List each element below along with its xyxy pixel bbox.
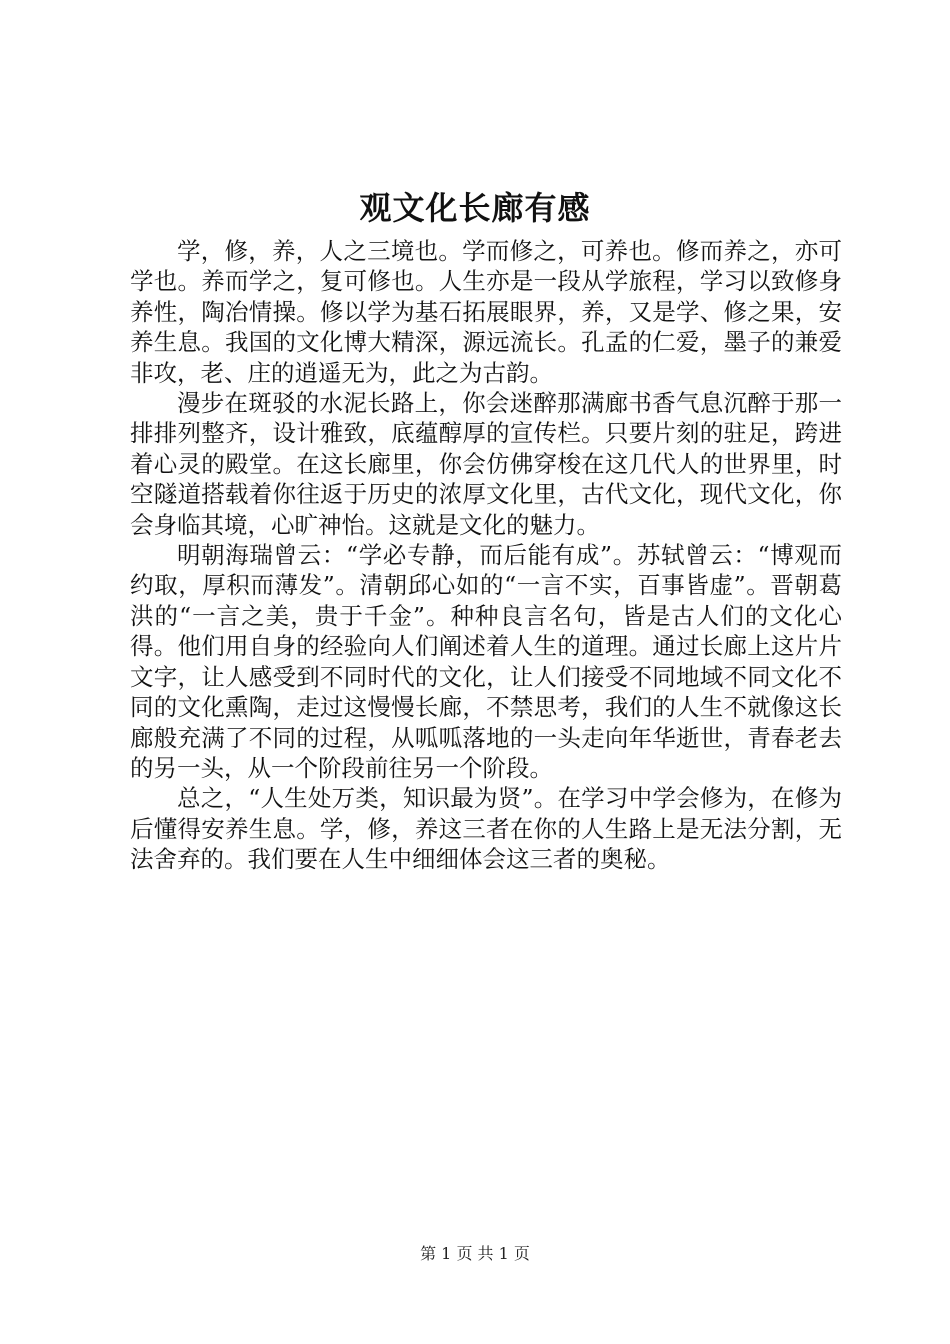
document-body bbox=[130, 236, 842, 875]
paragraph-3: 明朝海瑞曾云：“学必专静，而后能有成”。苏轼曾云：“博观而约取，厚积而薄发”。清朝邱心如的“一言不实，百事皆虚”。晋朝葛洪的“一言之美，贵于千金”。种种良言名句，皆是古人们的文化心得。他们用自身的经验向人们阐述着人生的道理。通过长廊上这片片文字，让人感受到不同时代的文化，让人们接受不同地域不同文化不同的文化熏陶，走过这慢慢长廊，不禁思考，我们的人生不就像这长廊般充满了不同的过程，从呱呱落地的一头走向年华逝世，青春老去的另一头，从一个阶段前往另一个阶段。 bbox=[130, 541, 842, 782]
paragraph-1: 学，修，养，人之三境也。学而修之，可养也。修而养之，亦可学也。养而学之，复可修也。人生亦是一段从学旅程，学习以致修身养性，陶冶情操。修以学为基石拓展眼界，养，又是学、修之果，安养生息。我国的文化博大精深，源远流长。孔孟的仁爱，墨子的兼爱非攻，老、庄的逍遥无为，此之为古韵。 bbox=[130, 237, 842, 387]
paragraph-2: 漫步在斑驳的水泥长路上，你会迷醉那满廊书香气息沉醉于那一排排列整齐，设计雅致，底蕴醇厚的宣传栏。只要片刻的驻足，跨进着心灵的殿堂。在这长廊里，你会仿佛穿梭在这几代人的世界里，时空隧道搭载着你往返于历史的浓厚文化里，古代文化，现代文化，你会身临其境，心旷神怡。这就是文化的魅力。 bbox=[130, 389, 842, 539]
paragraph-4: 总之，“人生处万类，知识最为贤”。在学习中学会修为，在修为后懂得安养生息。学，修，养这三者在你的人生路上是无法分割，无法舍弃的。我们要在人生中细细体会这三者的奥秘。 bbox=[130, 784, 842, 874]
page-number-footer: 第 1 页 共 1 页 bbox=[420, 1244, 530, 1263]
document-title: 观文化长廊有感 bbox=[359, 189, 591, 227]
